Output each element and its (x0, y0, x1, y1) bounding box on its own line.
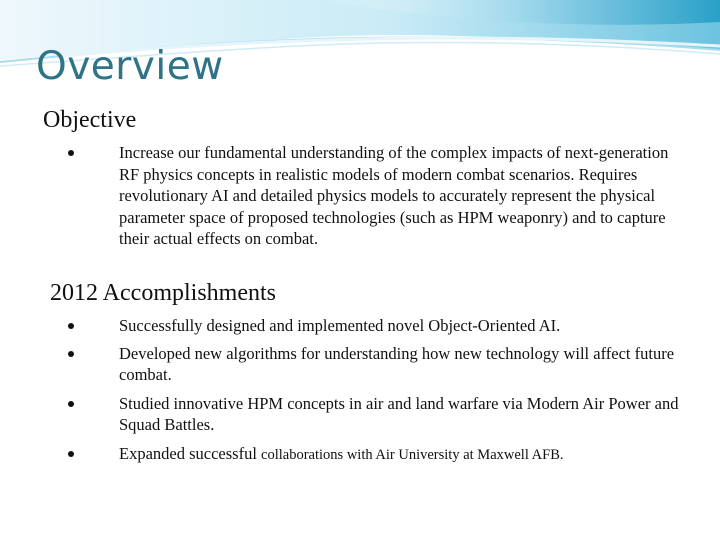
bullet-dot-icon (68, 351, 74, 357)
objective-heading: Objective (43, 107, 137, 133)
bullet-dot-icon (68, 323, 74, 329)
list-item (68, 393, 688, 436)
list-item (68, 343, 688, 386)
accomplishments-list (68, 315, 688, 472)
list-item (68, 315, 688, 337)
accomplishments-heading: 2012 Accomplishments (50, 280, 276, 306)
bullet-text: Studied innovative HPM concepts in air and land warfare via Modern Air Power and Squad Battles. (119, 393, 679, 434)
list-item (68, 142, 688, 250)
bullet-dot-icon (68, 150, 74, 156)
list-item (68, 443, 688, 467)
bullet-dot-icon (68, 401, 74, 407)
bullet-text: Successfully designed and implemented novel Object-Oriented AI. (119, 316, 561, 335)
bullet-dot-icon (68, 451, 74, 457)
bullet-text-main: Expanded successful (119, 443, 262, 463)
bullet-text: Developed new algorithms for understanding how new technology will affect future combat. (119, 343, 675, 384)
bullet-text-small: collaborations with Air University at Maxwell AFB. (261, 446, 564, 463)
bullet-text: Increase our fundamental understanding of the complex impacts of next-generation RF physics concepts in realistic models of modern combat scenarios. Requires revolutionary AI and detailed physics models to accurately represent the physical parameter space of proposed technologies (such as HPM weaponry) and to capture their actual effects on combat. (119, 143, 669, 248)
objective-list (68, 142, 688, 250)
page-title: Overview (36, 44, 224, 89)
